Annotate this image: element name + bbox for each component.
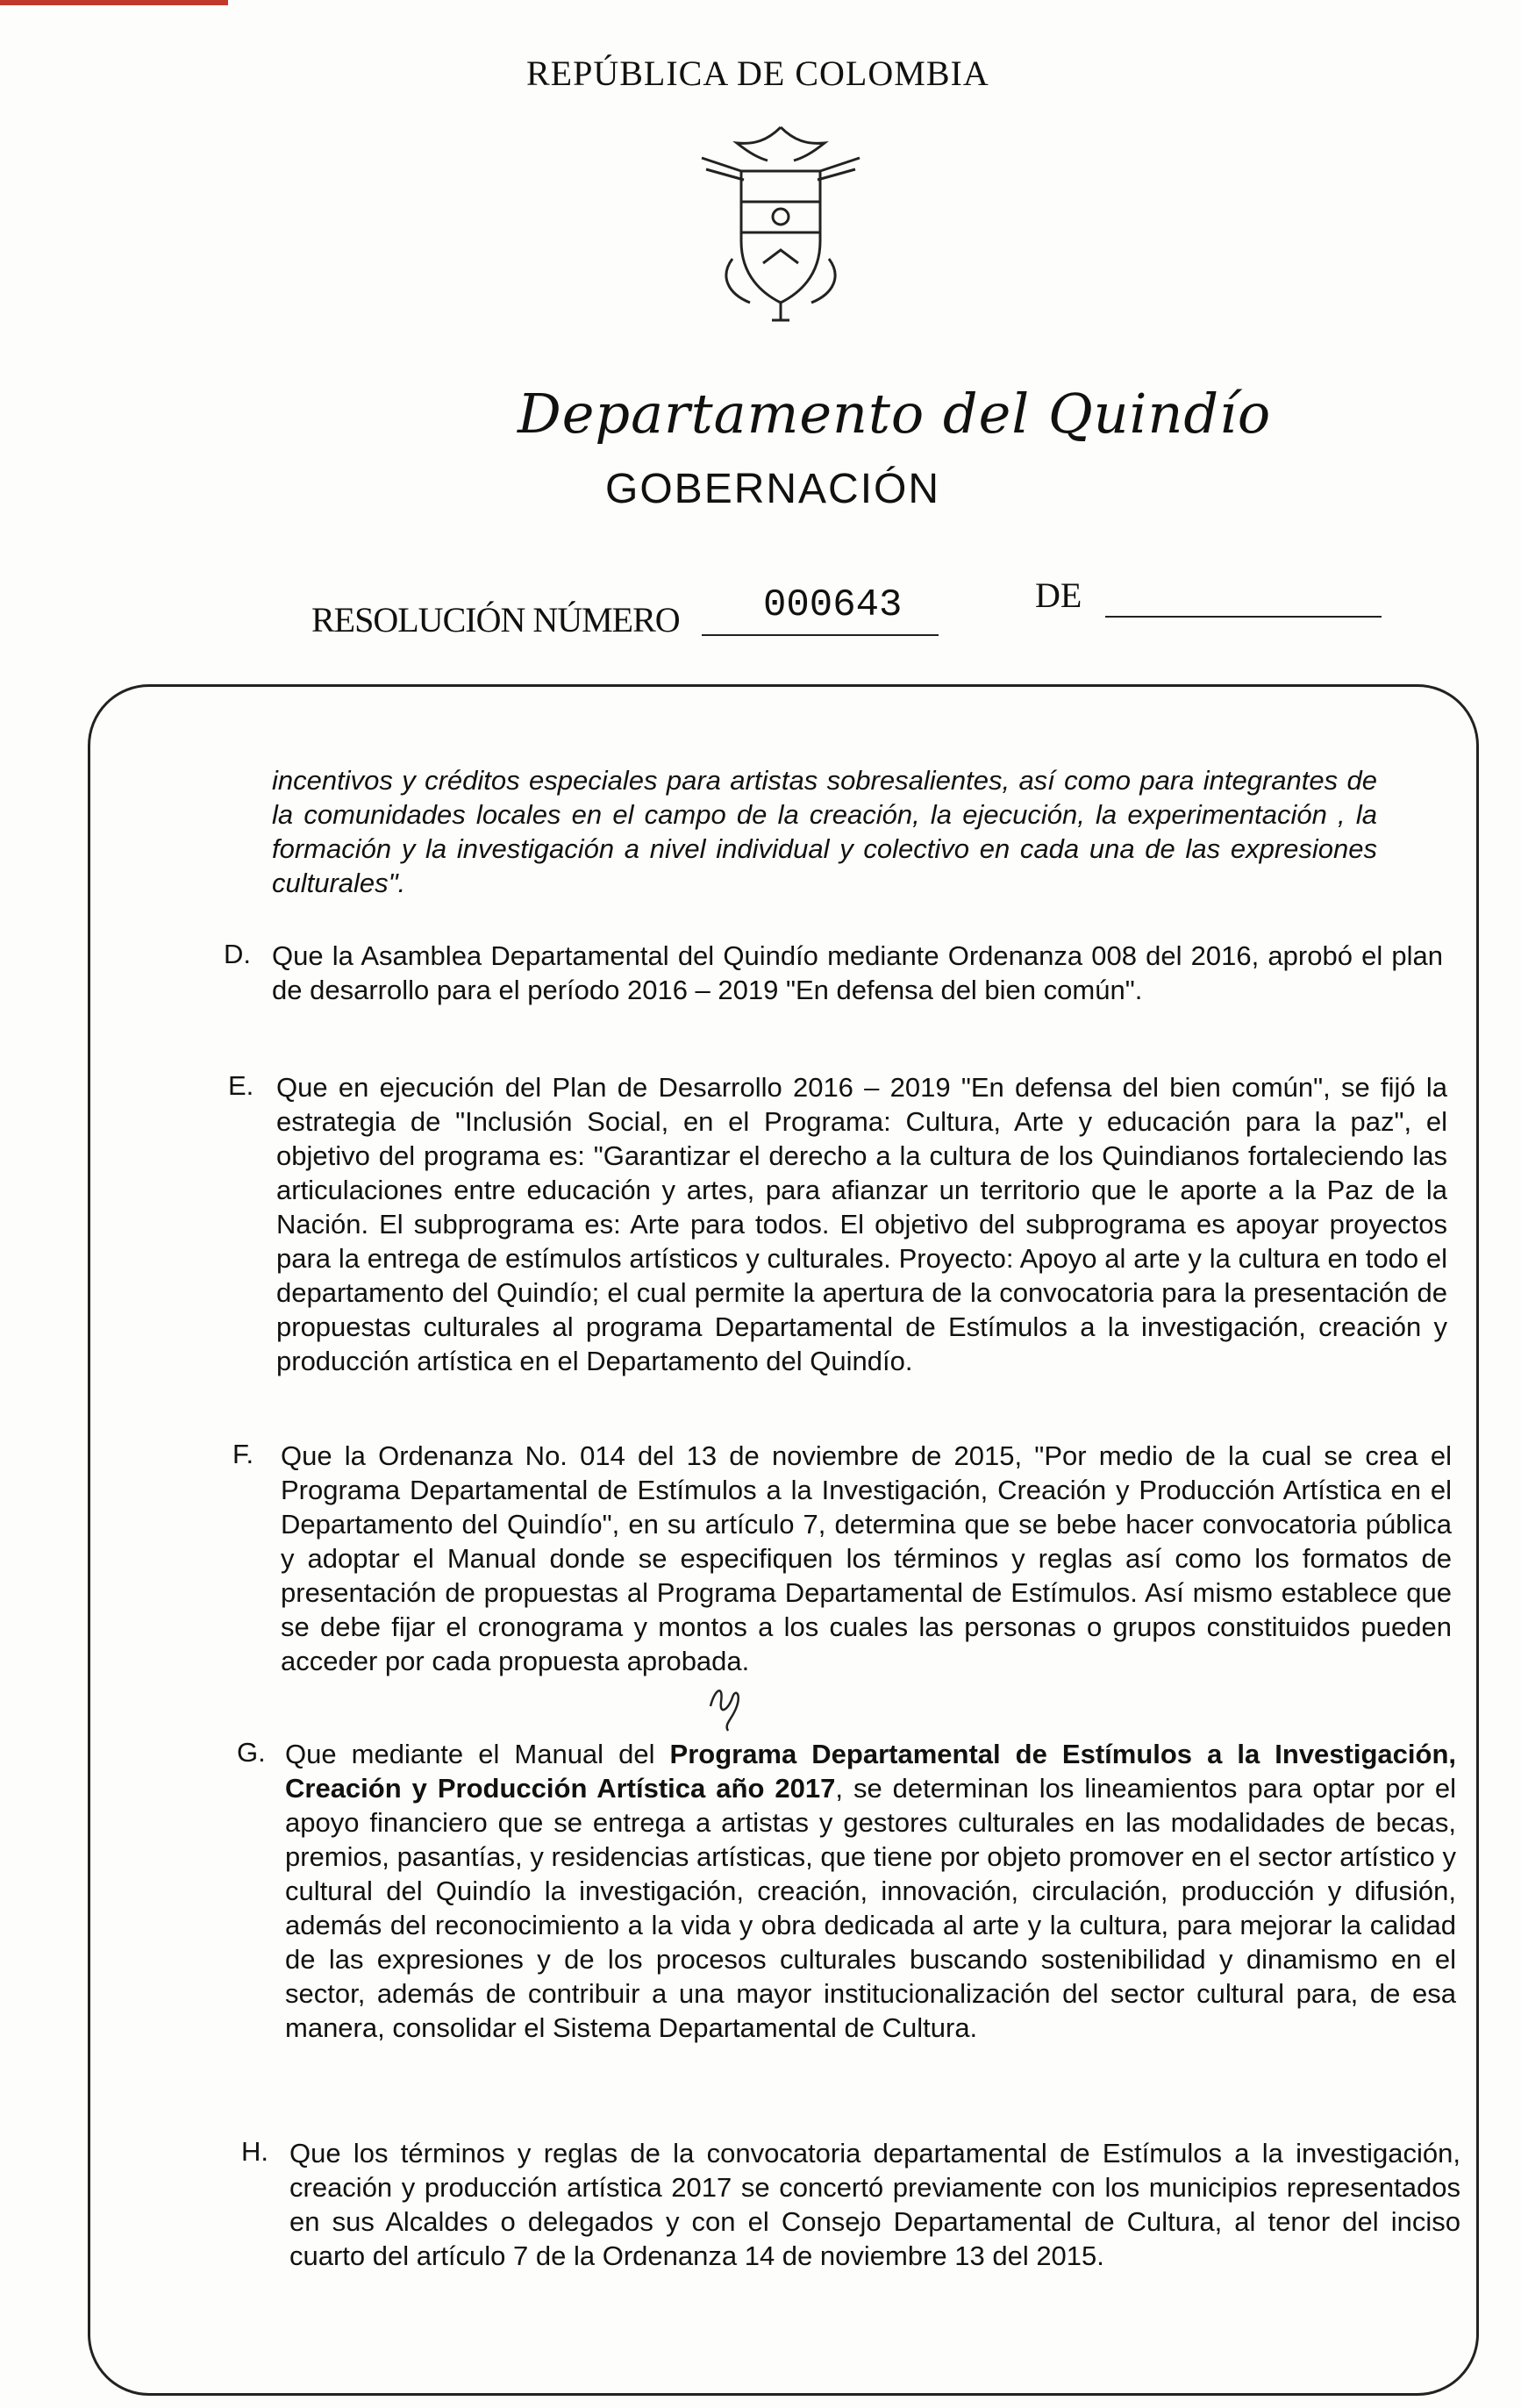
date-label: DE [1035, 575, 1082, 615]
item-text-post: , se determinan los lineamientos para optar por el apoyo financiero que se entrega a artistas y gestores culturales en las modalidades de becas, premios, pasantías, y residencias artísticas, que tiene por objeto promover en el sector artístico y cultural del Quindío la investigación, creación, innovación, circulación, producción y difusión, además del reconocimiento a la vida y obra dedicada al arte y la cultura, para mejorar la calidad de las expresiones y de los procesos culturales buscando sostenibilidad y dinamismo en el sector, además de contribuir a una mayor institucionalización del sector cultural para, de esa manera, consolidar el Sistema Departamental de Cultura. [285, 1773, 1457, 2043]
item-text: Que la Asamblea Departamental del Quindío mediante Ordenanza 008 del 2016, aprobó el plan de desarrollo para el período 2016 – 2019 "En defensa del bien común". [272, 940, 1443, 1005]
handwritten-initials [702, 1671, 754, 1733]
resolution-number-line [702, 634, 939, 636]
item-text: Que en ejecución del Plan de Desarrollo 2016 – 2019 "En defensa del bien común", se fijó la estrategia de "Inclusión Social, en el Programa: Cultura, Arte y educación para la paz", el objetivo del programa es: "Garantizar el derecho a la cultura de los Quindianos fortaleciendo las articulaciones entre educación y artes, para afianzar un territorio que le aporte a la Paz de la Nación. El subprograma es: Arte para todos. El objetivo del subprograma es apoyar proyectos para la entrega de estímulos artísticos y culturales. Proyecto: Apoyo al arte y la cultura en todo el departamento del Quindío; el cual permite la apertura de la convocatoria para la presentación de propuestas culturales al programa Departamental de Estímulos a la investigación, creación y producción artística en el Departamento del Quindío. [276, 1072, 1447, 1376]
item-text [285, 1737, 1456, 2045]
item-letter: H. [241, 2136, 268, 2167]
intro-paragraph: incentivos y créditos especiales para artistas sobresalientes, así como para integrantes de la comunidades locales en el campo de la creación, la ejecución, la experimentación , la formación y la investigación a nivel individual y colectivo en cada una de las expresiones culturales". [272, 765, 1377, 898]
item-letter: F. [232, 1439, 254, 1469]
item-text-pre: Que mediante el Manual del [285, 1739, 670, 1769]
country-heading: REPÚBLICA DE COLOMBIA [526, 54, 989, 93]
coat-of-arms-icon [667, 118, 895, 329]
office-name: GOBERNACIÓN [605, 466, 941, 512]
program-name: Programa Departamental de Estímulos a la Investigación, Creación y Producción Artística año 2017 [285, 1739, 1456, 1804]
resolution-number: 000643 [763, 583, 903, 627]
list-item-g [237, 1737, 1456, 2045]
item-text: Que la Ordenanza No. 014 del 13 de noviembre de 2015, "Por medio de la cual se crea el Programa Departamental de Estímulos a la Investigación, Creación y Producción Artística en el Departamento del Quindío", en su artículo 7, determina que se bebe hacer convocatoria pública y adoptar el Manual donde se especifiquen los términos y reglas así como los formatos de presentación de propuestas al Programa Departamental de Estímulos. Así mismo establece que se debe fijar el cronograma y montos a los cuales las personas o grupos constituidos pueden acceder por cada propuesta aprobada. [281, 1440, 1452, 1676]
department-name: Departamento del Quindío [518, 382, 1272, 446]
date-blank-line [1105, 616, 1382, 618]
content-body [88, 684, 1474, 2390]
item-letter: G. [237, 1737, 266, 1768]
item-letter: D. [224, 939, 251, 969]
item-letter: E. [228, 1070, 254, 1101]
top-edge-mark [0, 0, 228, 5]
list-item-h [241, 2136, 1460, 2273]
list-item-e [228, 1070, 1447, 1378]
resolution-label: RESOLUCIÓN NÚMERO [311, 600, 680, 640]
list-item-d [224, 939, 1443, 1007]
item-text: Que los términos y reglas de la convocatoria departamental de Estímulos a la investigación, creación y producción artística 2017 se concertó previamente con los municipios representados en sus Alcaldes o delegados y con el Consejo Departamental de Cultura, al tenor del inciso cuarto del artículo 7 de la Ordenanza 14 de noviembre 13 del 2015. [289, 2138, 1460, 2271]
list-item-f [232, 1439, 1452, 1678]
